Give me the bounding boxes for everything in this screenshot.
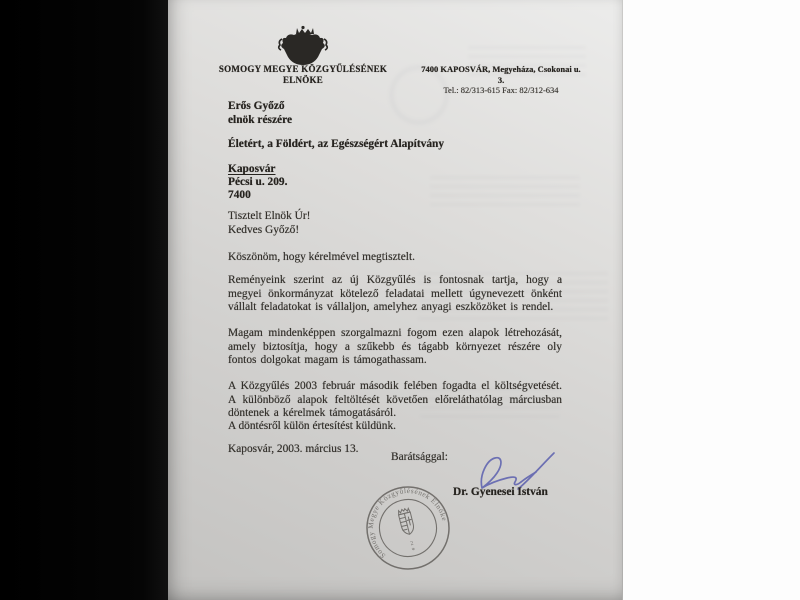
address-line1: 7400 KAPOSVÁR, Megyeháza, Csokonai u. 3. [421,64,581,85]
letter-paper [168,0,623,600]
body-paragraph: A döntésről külön értesítést küldünk. [228,420,396,432]
stamp-circular-text: Somogy Megye Közgyűlésének Elnöke [366,486,449,560]
signer-name: Dr. Gyenesei István [453,486,548,498]
hungarian-small-coat-of-arms-icon [397,508,415,536]
recipient-name: Erős Győző [228,100,285,112]
recipient-role: elnök részére [228,114,292,126]
body-paragraph: Köszönöm, hogy kérelmével megtisztelt. [228,251,415,263]
letterhead-org-name [208,64,398,85]
black-backdrop [0,0,168,600]
salutation-line2: Kedves Győző! [228,224,300,236]
recipient-organization: Életért, a Földért, az Egészségért Alapítvány [228,138,445,150]
dateline: Kaposvár, 2003. március 13. [228,443,359,455]
address-line2: Tel.: 82/313-615 Fax: 82/312-634 [443,85,559,95]
stamp-mark: * [410,546,417,555]
circular-office-stamp [358,478,458,578]
bleed-through-mark [430,176,580,212]
recipient-street: Pécsi u. 209. [228,176,288,188]
org-name-line1: SOMOGY MEGYE KÖZGYŰLÉSÉNEK [218,64,388,74]
letterhead-address [418,64,584,96]
body-paragraph: A Közgyűlés 2003 február második felében fogadta el költségvetését. A különböző alapok feltöltését követően előreláthatólag márciusban döntenek a kérelmek támogatásáról. [228,380,562,420]
valediction: Barátsággal: [391,451,448,463]
county-coat-of-arms-icon [276,25,330,67]
salutation-line1: Tisztelt Elnök Úr! [228,210,311,222]
recipient-postal-code: 7400 [228,189,251,201]
org-name-line2: ELNÖKE [282,74,323,85]
body-paragraph: Reményeink szerint az új Közgyűlés is fontosnak tartja, hogy a megyei önkormányzat kötelező feladatai mellett úgynevezett önként vállalt feladatokat is vállaljon, amelyhez anyagi eszközöket is rendel. [228,274,562,314]
body-paragraph: Magam mindenképpen szorgalmazni fogom ezen alapok létrehozását, amely biztosítja, hogy a szűkebb és tágabb környezet részére oly fontos dolgokat magam is támogathassam. [228,327,562,367]
recipient-city: Kaposvár [228,163,276,175]
stamp-number: 2 [409,540,415,548]
